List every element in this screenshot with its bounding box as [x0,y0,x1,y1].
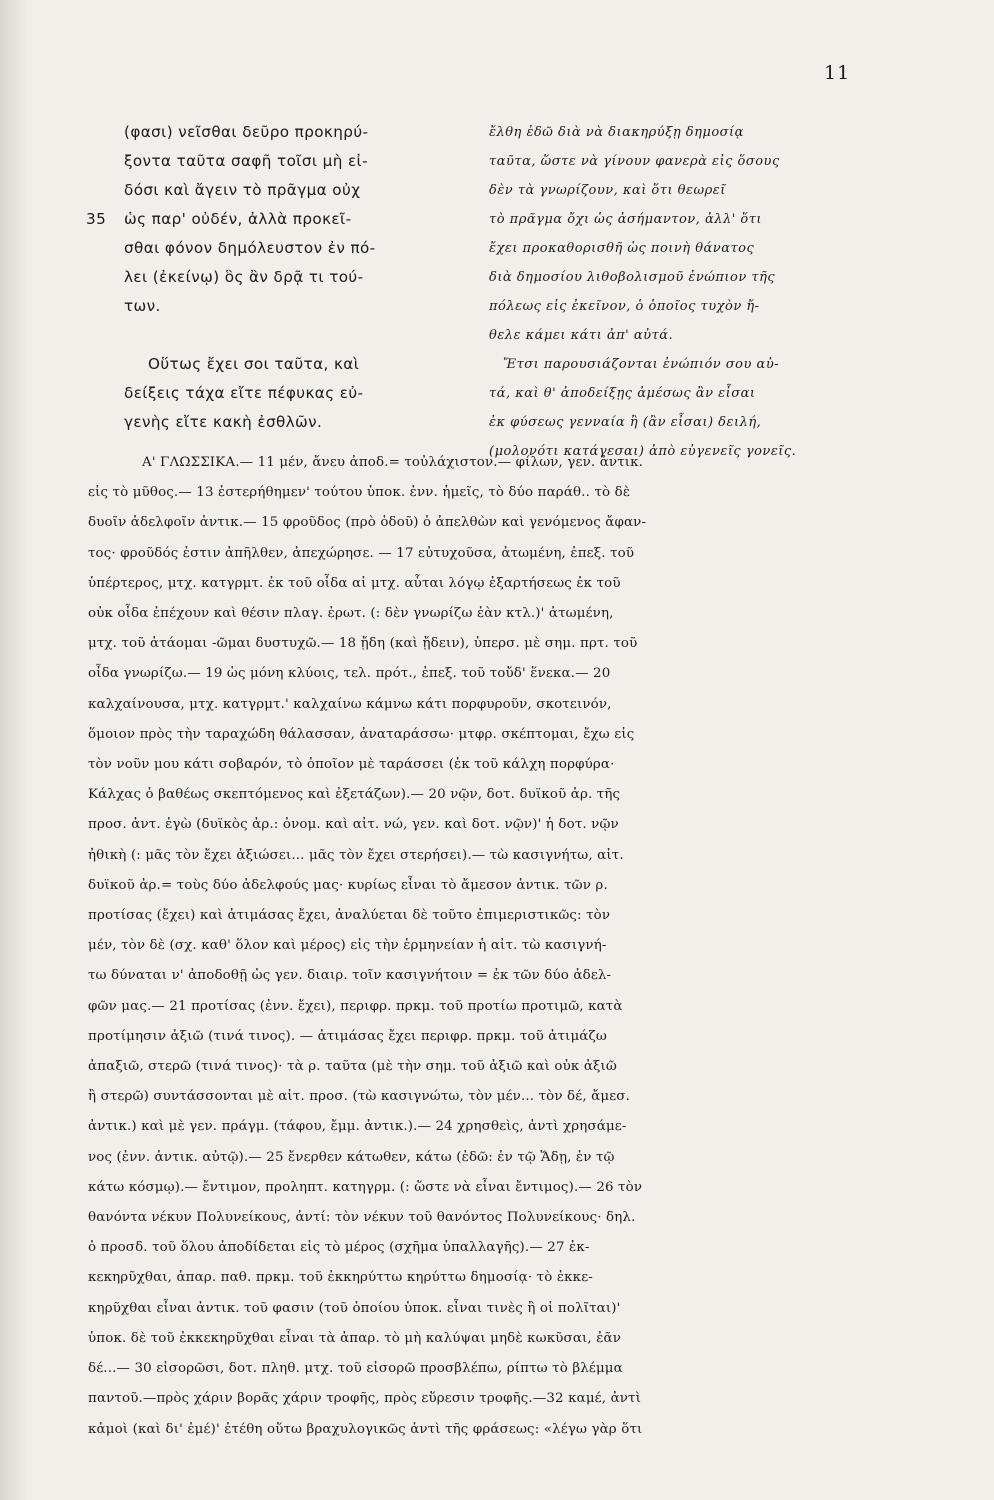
translation-line: ἔλθη ἐδῶ διὰ νὰ διακηρύξῃ δημοσίᾳ [489,125,744,140]
notes-line: ὅμοιον πρὸς τὴν ταραχώδη θάλασσαν, ἀναταράσσω· μτφρ. σκέπτομαι, ἔχω εἰς [88,726,635,742]
translation-line: διὰ δημοσίου λιθοβολισμοῦ ἐνώπιον τῆς [489,270,776,285]
notes-line: οὐκ οἶδα ἐπέχουν καὶ θέσιν πλαγ. ἐρωτ. (: δὲν γνωρίζω ἐὰν κτλ.)' ἀτωμένη, [88,606,614,622]
notes-line: μτχ. τοῦ ἀτάομαι -ῶμαι δυστυχῶ.— 18 ᾔδη (καὶ ᾔδειν), ὑπερσ. μὲ σημ. πρτ. τοῦ [88,636,638,652]
notes-line: φῶν μας.— 21 προτίσας (ἐνν. ἔχει), περιφρ. πρκμ. τοῦ προτίω προτιμῶ, κατὰ [88,998,623,1014]
notes-line: δέ...— 30 εἰσορῶσι, δοτ. πληθ. μτχ. τοῦ εἰσορῶ προσβλέπω, ρίπτω τὸ βλέμμα [88,1361,623,1377]
notes-line: νος (ἐνν. ἀντικ. αὐτῷ).— 25 ἔνερθεν κάτωθεν, κάτω (ἐδῶ: ἐν τῷ Ἅδῃ, ἐν τῷ [88,1149,615,1165]
notes-line: Α' ΓΛΩΣΣΙΚΑ.— 11 μέν, ἄνευ ἀποδ.= τοὐλάχιστον.— φίλων, γεν. ἀντικ. [142,455,644,470]
greek-line: γενὴς εἴτε κακὴ ἐσθλῶν. [124,413,323,431]
translation-line: θελε κάμει κάτι ἀπ' αὐτά. [489,328,674,343]
translation-line: δὲν τὰ γνωρίζουν, καὶ ὅτι θεωρεῖ [489,183,726,198]
notes-line: εἰς τὸ μῦθος.— 13 ἐστερήθημεν' τούτου ὑποκ. ἐνν. ἡμεῖς, τὸ δύο παράθ.. τὸ δὲ [88,485,631,501]
notes-line: κεκηρῦχθαι, ἀπαρ. παθ. πρκμ. τοῦ ἐκκηρύττω κηρύττω δημοσίᾳ· τὸ ἐκκε- [88,1270,593,1286]
notes-line: ἀπαξιῶ, στερῶ (τινά τινος)· τὰ ρ. ταῦτα (μὲ τὴν σημ. τοῦ ἀξιῶ καὶ οὐκ ἀξιῶ [88,1059,618,1075]
line-number: 35 [86,210,107,228]
greek-line: λει (ἐκείνῳ) ὃς ἂν δρᾷ τι τού- [124,268,364,286]
greek-line: σθαι φόνον δημόλευστον ἐν πό- [124,239,376,257]
notes-line: δυοῖν ἀδελφοῖν ἀντικ.— 15 φροῦδος (πρὸ ὁδοῦ) ὁ ἀπελθὼν καὶ γενόμενος ἄφαν- [88,515,647,531]
notes-line: τὸν νοῦν μου κάτι σοβαρόν, τὸ ὁποῖον μὲ ταράσσει (ἐκ τοῦ κάλχη πορφύρα· [88,757,615,773]
translation-line: Ἔτσι παρουσιάζονται ἐνώπιόν σου αὐ- [503,357,780,372]
page-number: 11 [824,62,851,84]
notes-line: προσ. ἀντ. ἐγὼ (δυϊκὸς ἀρ.: ὀνομ. καὶ αἰτ. νώ, γεν. καὶ δοτ. νῷν)' ἡ δοτ. νῷν [88,817,619,833]
greek-line: των. [124,297,161,315]
notes-line: τω δύναται ν' ἀποδοθῇ ὡς γεν. διαιρ. τοῖν κασιγνήτοιν = ἐκ τῶν δύο ἀδελ- [88,968,612,984]
notes-line: δυϊκοῦ ἀρ.= τοὺς δύο ἀδελφούς μας· κυρίως εἶναι τὸ ἄμεσον ἀντικ. τῶν ρ. [88,877,608,893]
greek-line: Οὕτως ἔχει σοι ταῦτα, καὶ [148,355,360,373]
greek-line: (φασι) νεῖσθαι δεῦρο προκηρύ- [124,123,369,141]
notes-line: ὑποκ. δὲ τοῦ ἐκκεκηρῦχθαι εἶναι τὰ ἀπαρ. τὸ μὴ καλύψαι μηδὲ κωκῦσαι, ἐᾶν [88,1330,622,1346]
translation-line: ἔχει προκαθορισθῆ ὡς ποινὴ θάνατος [489,241,755,256]
notes-line: θανόντα νέκυν Πολυνείκους, ἀντί: τὸν νέκυν τοῦ θανόντος Πολυνείκους· δηλ. [88,1210,636,1226]
notes-line: ἠθικὴ (: μᾶς τὸν ἔχει ἀξιώσει... μᾶς τὸν ἔχει στερήσει).— τὼ κασιγνήτω, αἰτ. [88,847,624,863]
notes-line: ἀντικ.) καὶ μὲ γεν. πράγμ. (τάφου, ἔμμ. ἀντικ.).— 24 χρησθεὶς, ἀντὶ χρησάμε- [88,1119,627,1135]
notes-line: ὑπέρτερος, μτχ. κατγρμτ. ἐκ τοῦ οἶδα αἱ μτχ. αὗται λόγῳ ἐξαρτήσεως ἐκ τοῦ [88,575,621,591]
notes-line: προτίμησιν ἀξιῶ (τινά τινος). — ἀτιμάσας ἔχει περιφρ. πρκμ. τοῦ ἀτιμάζω [88,1028,607,1044]
notes-line: ὁ προσδ. τοῦ ὅλου ἀποδίδεται εἰς τὸ μέρος (σχῆμα ὑπαλλαγῆς).— 27 ἐκ- [88,1240,590,1256]
translation-line: πόλεως εἰς ἐκεῖνον, ὁ ὁποῖος τυχὸν ἤ- [489,299,760,314]
greek-line: δείξεις τάχα εἴτε πέφυκας εὐ- [124,384,364,402]
modern-greek-translation [489,118,869,466]
translation-line: τὸ πρᾶγμα ὄχι ὡς ἀσήμαντον, ἀλλ' ὅτι [489,212,763,227]
translation-line: ἐκ φύσεως γενναία ἢ (ἂν εἶσαι) δειλή, [489,415,762,430]
notes-line: κηρῦχθαι εἶναι ἀντικ. τοῦ φασιν (τοῦ ὁποίου ὑποκ. εἶναι τινὲς ἢ οἱ πολῖται)' [88,1300,621,1316]
book-spine-shadow [0,0,30,1500]
notes-line: προτίσας (ἔχει) καὶ ἀτιμάσας ἔχει, ἀναλύεται δὲ τοῦτο ἐπιμεριστικῶς: τὸν [88,908,611,924]
translation-line: τά, καὶ θ' ἀποδείξῃς ἀμέσως ἂν εἶσαι [489,386,756,401]
notes-line: παντοῦ.—πρὸς χάριν βορᾶς χάριν τροφῆς, πρὸς εὕρεσιν τροφῆς.—32 καμέ, ἀντὶ [88,1391,642,1407]
greek-line-text: ὡς παρ' οὐδέν, ἀλλὰ προκεῖ- [124,210,352,228]
greek-line: δόσι καὶ ἄγειν τὸ πρᾶγμα οὐχ [124,181,361,199]
notes-line: κἀμοὶ (καὶ δι' ἐμέ)' ἐτέθη οὕτω βραχυλογικῶς ἀντὶ τῆς φράσεως: «λέγω γὰρ ὅτι [88,1421,643,1437]
notes-line: μέν, τὸν δὲ (σχ. καθ' ὅλον καὶ μέρος) εἰς τὴν ἑρμηνείαν ἡ αἰτ. τὼ κασιγνή- [88,938,607,954]
ancient-greek-text [86,118,464,437]
greek-line: ξοντα ταῦτα σαφῆ τοῖσι μὴ εἰ- [124,152,368,170]
greek-line [86,205,464,234]
notes-line: τος· φροῦδός ἐστιν ἀπῆλθεν, ἀπεχώρησε. — 17 εὐτυχοῦσα, ἀτωμένη, ἐπεξ. τοῦ [88,545,635,561]
translation-line: ταῦτα, ὥστε νὰ γίνουν φανερὰ εἰς ὅσους [489,154,780,169]
notes-line: ἢ στερῶ) συντάσσονται μὲ αἰτ. προσ. (τὼ κασιγνώτω, τὸν μέν... τὸν δέ, ἄμεσ. [88,1089,630,1105]
translation-line: (μολονότι κατάγεσαι) ἀπὸ εὐγενεῖς γονεῖς. [489,444,797,459]
notes-line: καλχαίνουσα, μτχ. κατγρμτ.' καλχαίνω κάμνω κάτι πορφυροῦν, σκοτεινόν, [88,696,612,712]
notes-line: κάτω κόσμῳ).— ἔντιμον, προληπτ. κατηγρμ. (: ὥστε νὰ εἶναι ἔντιμος).— 26 τὸν [88,1179,643,1195]
linguistic-notes [88,448,864,1445]
notes-line: οἶδα γνωρίζω.— 19 ὡς μόνη κλύοις, τελ. πρότ., ἐπεξ. τοῦ τοὔδ' ἕνεκα.— 20 [88,666,611,682]
notes-line: Κάλχας ὁ βαθέως σκεπτόμενος καὶ ἐξετάζων).— 20 νῷν, δοτ. δυϊκοῦ ἀρ. τῆς [88,787,621,803]
